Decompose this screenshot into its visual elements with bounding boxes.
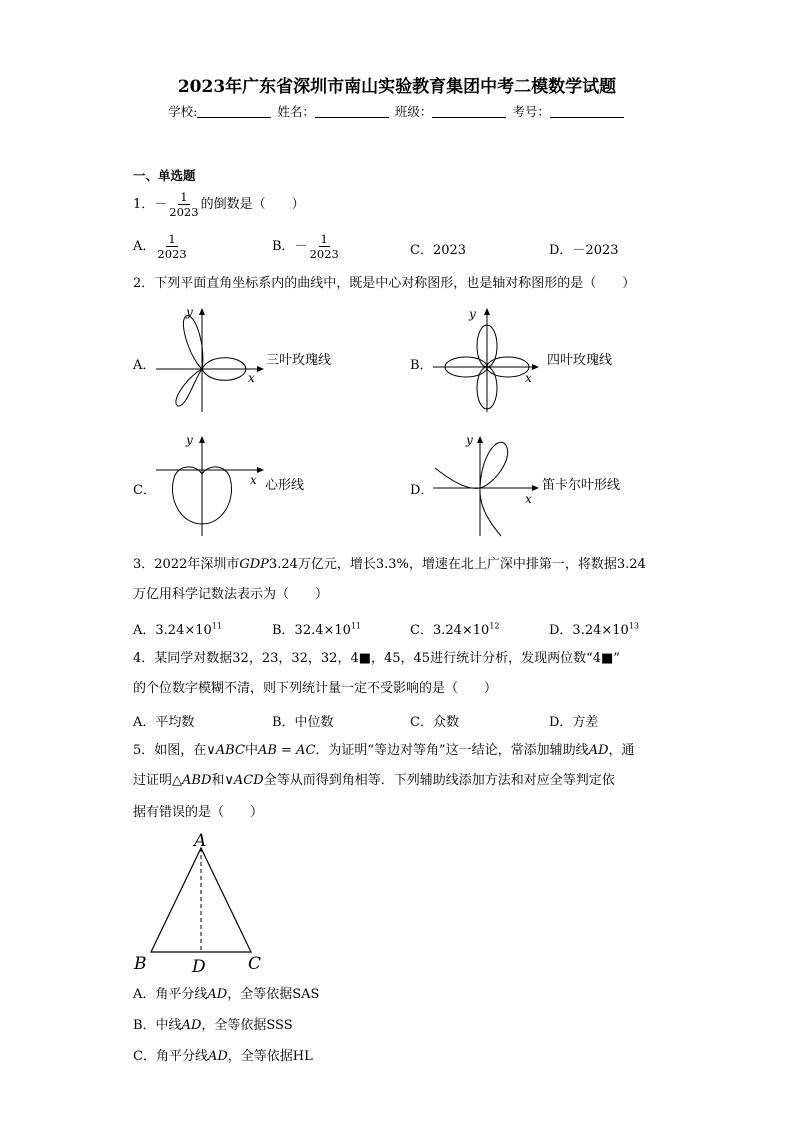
- q2-d-name: 笛卡尔叶形线: [542, 478, 621, 493]
- q3-option-b[interactable]: [272, 619, 361, 638]
- q2-a-y-label: y: [186, 305, 193, 319]
- q5-text-e: 过证明: [133, 773, 173, 788]
- q5-a-pre: A．角平分线: [133, 987, 208, 1002]
- q2-c-x-label: x: [250, 473, 257, 487]
- q2-a-name: 三叶玫瑰线: [266, 353, 332, 368]
- q3-d-base: D．3.24×10: [549, 623, 629, 638]
- q5-triangle-abc: ∨ABC: [206, 743, 245, 758]
- q5-text-b: 中: [244, 743, 258, 758]
- q5-option-b[interactable]: [133, 1014, 293, 1033]
- q1-a-fraction: [155, 232, 188, 261]
- q5-text-a: 5．如图，在: [133, 743, 207, 758]
- q5-text-g: 全等从而得到角相等．下列辅助线添加方法和对应全等判定依: [263, 773, 615, 788]
- question-4-line1: 4．某同学对数据32，23，32，32，4■，45，45进行统计分析，发现两位数“4■”: [133, 651, 620, 666]
- q4-option-a[interactable]: A．平均数: [133, 715, 195, 730]
- q5-triangle-acd: ∨ACD: [224, 773, 264, 788]
- name-blank[interactable]: [315, 105, 389, 118]
- folium-of-descartes-graph: [425, 428, 547, 540]
- question-1: [133, 190, 305, 219]
- q5-triangle-abd: △ABD: [172, 773, 212, 788]
- q1-frac-den: 2023: [169, 205, 199, 219]
- question-3-line1: [133, 555, 646, 575]
- q1-option-a[interactable]: [133, 232, 189, 261]
- q3-text-pre: 3．2022年深圳市: [133, 557, 240, 572]
- q3-c-base: C．3.24×10: [410, 623, 490, 638]
- number-blank[interactable]: [550, 105, 624, 118]
- school-blank[interactable]: [197, 105, 271, 118]
- point-b-label: B: [134, 954, 147, 974]
- q5-ad: AD: [588, 743, 609, 758]
- point-a-label: A: [194, 831, 207, 851]
- q5-text-c: ．为证明“等边对等角”这一结论，常添加辅助线: [315, 743, 589, 758]
- q5-c-post: ，全等依据HL: [227, 1049, 313, 1064]
- q4-option-d[interactable]: D．方差: [549, 715, 599, 730]
- q5-option-a[interactable]: [133, 983, 319, 1002]
- q2-b-label[interactable]: B．: [410, 358, 433, 373]
- q1-a-label: A．: [133, 239, 156, 254]
- q5-text-f: 和: [211, 773, 225, 788]
- q2-c-label[interactable]: C．: [133, 483, 156, 498]
- q2-c-y-label: y: [186, 433, 193, 447]
- q2-d-label[interactable]: D．: [410, 483, 434, 498]
- four-leaf-rose-graph: [425, 304, 547, 414]
- q5-c-pre: C．角平分线: [133, 1049, 208, 1064]
- student-info-line: [0, 102, 794, 120]
- q5-option-c[interactable]: [133, 1045, 313, 1064]
- q4-option-b[interactable]: B．中位数: [272, 715, 334, 730]
- q4-option-c[interactable]: C．众数: [410, 715, 459, 730]
- q3-option-d[interactable]: [549, 619, 639, 638]
- cardioid-graph: [150, 428, 270, 538]
- q2-d-y-label: y: [466, 433, 473, 447]
- q3-option-a[interactable]: [133, 619, 222, 638]
- number-label: 考号：: [512, 104, 550, 119]
- q1-b-minus: －: [294, 239, 308, 254]
- q1-text: 的倒数是（ ）: [200, 197, 305, 212]
- q2-b-y-label: y: [469, 307, 476, 321]
- section-heading: 一、单选题: [133, 168, 196, 183]
- q1-fraction: [167, 190, 200, 219]
- page-title: 2023年广东省深圳市南山实验教育集团中考二模数学试题: [177, 77, 617, 97]
- q3-text-post: 3.24万亿元，增长3.3%，增速在北上广深中排第一，将数据3.24: [268, 557, 646, 572]
- question-5-line1: [133, 741, 635, 761]
- q2-b-x-label: x: [525, 371, 532, 385]
- q1-minus: －: [154, 197, 168, 212]
- q3-a-exp: 11: [211, 621, 222, 631]
- q5-a-post: ，全等依据SAS: [227, 987, 320, 1002]
- q1-option-d[interactable]: D．－2023: [549, 243, 619, 258]
- q5-b-pre: B．中线: [133, 1018, 182, 1033]
- point-c-label: C: [248, 954, 262, 974]
- q1-number: 1．: [133, 197, 155, 212]
- q2-a-label[interactable]: A．: [133, 358, 156, 373]
- q3-c-exp: 12: [489, 621, 500, 631]
- q1-a-den: 2023: [157, 247, 187, 261]
- q5-equation: AB = AC: [257, 743, 316, 758]
- q5-text-d: ，通: [608, 743, 635, 758]
- q1-b-fraction: [308, 232, 341, 261]
- q1-option-b[interactable]: [272, 232, 341, 261]
- q5-b-ad: AD: [181, 1018, 202, 1033]
- name-label: 姓名：: [277, 104, 315, 119]
- three-leaf-rose-graph: [150, 304, 270, 414]
- q2-a-x-label: x: [248, 371, 255, 385]
- q1-frac-num: 1: [180, 190, 188, 204]
- question-3-line2: 万亿用科学记数法表示为（ ）: [133, 587, 329, 602]
- q3-b-exp: 11: [350, 621, 362, 631]
- q1-b-label: B．: [272, 239, 295, 254]
- point-d-label: D: [192, 957, 206, 976]
- triangle-figure: [130, 826, 270, 976]
- q3-option-c[interactable]: [410, 619, 500, 638]
- question-4-line2: 的个位数字模糊不清，则下列统计量一定不受影响的是（ ）: [133, 681, 498, 696]
- q1-option-c[interactable]: C．2023: [410, 243, 467, 258]
- q2-c-name: 心形线: [265, 478, 305, 493]
- q3-b-base: B．32.4×10: [272, 623, 351, 638]
- school-label: 学校:: [168, 104, 198, 119]
- class-label: 班级：: [394, 104, 433, 119]
- q5-b-post: ，全等依据SSS: [201, 1018, 293, 1033]
- q3-d-exp: 13: [628, 621, 639, 631]
- q3-a-base: A．3.24×10: [133, 623, 212, 638]
- class-blank[interactable]: [432, 105, 506, 118]
- question-5-line2: [133, 771, 615, 791]
- question-2: 2．下列平面直角坐标系内的曲线中，既是中心对称图形，也是轴对称图形的是（ ）: [133, 276, 636, 291]
- q3-gdp: GDP: [239, 557, 269, 572]
- q1-b-num: 1: [320, 232, 328, 246]
- q2-d-x-label: x: [525, 492, 532, 506]
- question-5-line3: 据有错误的是（ ）: [133, 805, 264, 820]
- q5-a-ad: AD: [207, 987, 228, 1002]
- q1-b-den: 2023: [309, 247, 339, 261]
- q5-c-ad: AD: [207, 1049, 228, 1064]
- q1-a-num: 1: [168, 232, 176, 246]
- q2-b-name: 四叶玫瑰线: [547, 353, 613, 368]
